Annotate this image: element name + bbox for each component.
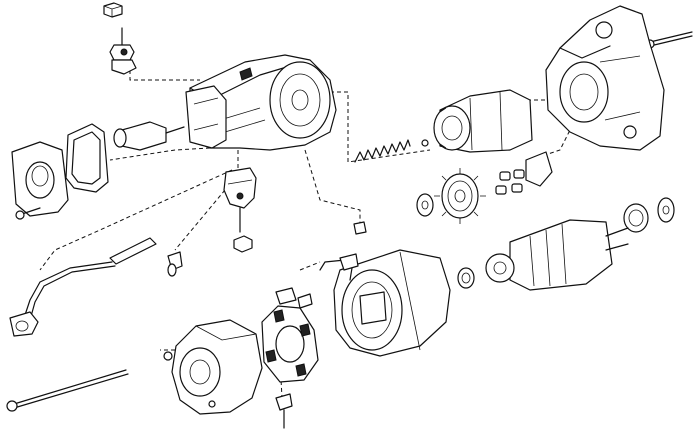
end-cover-left bbox=[12, 142, 68, 216]
washer-right bbox=[658, 198, 674, 222]
washer-bottom bbox=[168, 264, 176, 276]
small-ball bbox=[164, 352, 172, 360]
long-through-bolt bbox=[7, 370, 128, 411]
magnetic-switch-housing bbox=[186, 86, 226, 148]
screw-bottom bbox=[276, 394, 292, 428]
starter-clutch bbox=[434, 90, 532, 152]
gasket bbox=[66, 124, 108, 192]
rollers bbox=[496, 152, 552, 194]
terminal-stud-top bbox=[110, 28, 136, 74]
drive-housing bbox=[546, 6, 664, 150]
small-ring bbox=[276, 288, 312, 308]
through-bolt bbox=[646, 32, 692, 48]
washer-left bbox=[417, 194, 433, 216]
spring bbox=[355, 140, 428, 162]
commutator-end-frame bbox=[172, 320, 262, 414]
plunger bbox=[114, 122, 184, 150]
lead-wire bbox=[10, 238, 156, 336]
nut-top bbox=[104, 3, 122, 17]
small-block bbox=[354, 222, 366, 234]
brush-holder bbox=[262, 306, 318, 382]
armature bbox=[486, 220, 628, 290]
nut-middle bbox=[234, 236, 252, 252]
bearing-armature bbox=[458, 268, 474, 288]
idler-gear bbox=[434, 168, 486, 224]
terminal-assembly-middle bbox=[224, 168, 256, 232]
